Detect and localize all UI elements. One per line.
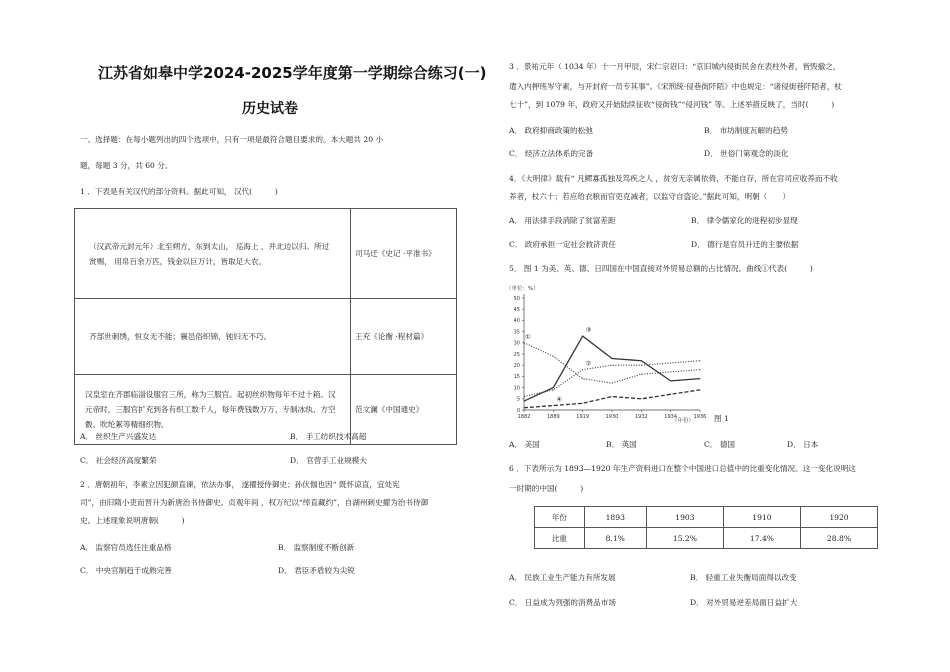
page-subtitle: 历史试卷 <box>242 101 298 117</box>
chart-point <box>524 396 525 397</box>
q6-data-cell: 28.8% <box>800 528 877 549</box>
q5-option-b[interactable]: B． 英国 <box>606 440 637 449</box>
chart-point <box>670 380 671 381</box>
chart-point <box>582 378 583 379</box>
q1-row3-source: 范文澜《中国通史》 <box>351 375 457 445</box>
q5-option-a[interactable]: A． 美国 <box>509 440 540 449</box>
q1-option-b[interactable]: B． 手工纺织技术高超 <box>290 432 367 441</box>
chart-x-tick-label: 1934 <box>664 414 678 420</box>
q6-data-cell: 15.2% <box>646 528 723 549</box>
q6-data-table <box>534 506 878 549</box>
q1-row3-text-body: 汉皇室在齐郡临淄设服官三所，称为三服官。起初丝织物每年不过十箱。汉元帝时，三服官扩充到各有织工数千人，每年费钱数万万，专制冰纨、方空縠、吹纶絮等精细织物。 <box>85 390 336 429</box>
chart-point <box>670 363 671 364</box>
chart-series-line-1 <box>524 343 700 383</box>
chart-point <box>670 394 671 395</box>
q4-line2: 养者，杖六十；若应给衣粮而官吏克减者，以监守自盗论。”据此可知，明朝（ ） <box>509 192 791 201</box>
q3-option-d[interactable]: D． 世俗门第观念的淡化 <box>704 149 789 158</box>
chart-y-tick-label: 50 <box>513 295 520 302</box>
q3-line3: 七十”，到 1079 年，政府又开始陆续征收“侵街钱”“侵河钱” 等。上述举措反映了，当时( ) <box>509 100 835 109</box>
chart-y-tick-label: 15 <box>513 374 520 381</box>
q6-option-d[interactable]: D． 对外贸易逆差局面日益扩大 <box>690 598 798 607</box>
q4-option-d[interactable]: D． 德行是官员升迁的主要依据 <box>691 240 799 249</box>
chart-point <box>641 398 642 399</box>
chart-point <box>641 365 642 366</box>
q3-line2: 遣入内押班岑守素，与开封府一员专其事”。《宋刑统·侵巷街阡陌》中也规定：“诸侵街巷阡陌者，杖 <box>509 82 842 91</box>
chart-point <box>700 378 701 379</box>
q6-table-row <box>535 528 878 549</box>
q2-option-a[interactable]: A． 监察官员选任注重品格 <box>80 543 172 552</box>
q6-header-cell: 1920 <box>800 507 877 528</box>
q1-row2-text <box>75 299 351 375</box>
q6-data-cell: 8.1% <box>584 528 646 549</box>
q6-header-cell: 1910 <box>723 507 800 528</box>
chart-y-tick-label: 0 <box>516 407 520 414</box>
chart-x-tick-label: 1889 <box>546 414 560 420</box>
q5-line-chart <box>500 280 710 430</box>
q2-line2: 司”，由旧隋小吏而晋升为新唐治书侍御史。贞观年间 ，权万纪以“绰直藏约”，自湖州刺史擢为治书侍御 <box>80 498 429 507</box>
chart-series-label: ③ <box>585 326 592 335</box>
chart-x-tick-label: 1919 <box>576 414 590 420</box>
q6-data-cell: 比重 <box>535 528 585 549</box>
q1-row1-text-body: （汉武帝元封元年）北至朔方，东到太山， 巡海上 ，并北边以归。所过赏赐， 用帛百余万匹，钱金以巨万计，皆取足大农。 <box>89 241 330 266</box>
q1-row1-source: 司马迁《史记 ·平准书》 <box>351 209 457 299</box>
q3-option-a[interactable]: A． 政府抑商政策的松弛 <box>509 126 593 135</box>
q2-line1: 2 ．唐朝初年，李素立因犯颜直谏，依法办事， 遂擢授侍御史；孙伏伽也因“ 既怀谅直，宜处宪 <box>80 480 400 489</box>
q5-option-c[interactable]: C． 德国 <box>704 440 736 449</box>
chart-series-group <box>524 336 701 408</box>
q6-data-cell: 17.4% <box>723 528 800 549</box>
chart-point <box>553 387 554 388</box>
q1-source-table <box>74 208 457 445</box>
q6-option-a[interactable]: A． 民族工业生产能力有所发展 <box>509 573 616 582</box>
chart-point <box>700 360 701 361</box>
q1-option-a[interactable]: A． 丝织生产兴盛发达 <box>80 432 157 441</box>
chart-y-tick-label: 20 <box>513 363 520 369</box>
chart-point <box>641 374 642 375</box>
chart-point <box>582 369 583 370</box>
chart-point <box>641 360 642 361</box>
q2-line3: 史。上述现象说明唐朝( ) <box>80 516 185 525</box>
section-instruction-line1: 一、选择题：在每小题列出的四个选项中，只有一项是最符合题目要求的。本大题共 20 小 <box>80 135 384 144</box>
chart-point <box>582 403 583 404</box>
chart-point <box>582 336 583 337</box>
chart-series-line-2 <box>524 361 700 397</box>
chart-point <box>524 342 525 343</box>
q1-row1-text <box>75 209 351 299</box>
chart-x-tick-label: 1882 <box>517 414 531 420</box>
q1-stem: 1 ．下表是有关汉代的部分资料。据此可知， 汉代( ) <box>80 187 278 196</box>
chart-series-line-4 <box>524 390 700 408</box>
q4-option-b[interactable]: B． 律令儒家化的进程初步显现 <box>691 216 798 225</box>
chart-series-label: ④ <box>556 395 563 404</box>
q3-line1: 3 ．景祐元年（ 1034 年）十一月甲辰，宋仁宗诏曰：“京旧城内侵街民舍在表柱外者，皆毁撤之， <box>509 62 841 71</box>
chart-point <box>553 405 554 406</box>
q3-option-c[interactable]: C． 经济立法体系的完备 <box>509 149 594 158</box>
q5-figure-caption: 图 1 <box>714 414 729 423</box>
chart-y-tick-label: 5 <box>516 396 520 403</box>
chart-y-tick-label: 30 <box>513 340 520 347</box>
chart-point <box>612 383 613 384</box>
chart-x-tick-label: 1932 <box>634 414 648 420</box>
chart-point <box>700 389 701 390</box>
q1-option-d[interactable]: D． 官营手工业规模大 <box>290 456 367 465</box>
q1-option-c[interactable]: C． 社会经济高度繁荣 <box>80 456 157 465</box>
chart-series-label: ② <box>585 359 592 368</box>
q6-header-cell: 1903 <box>646 507 723 528</box>
chart-point <box>670 372 671 373</box>
chart-point <box>700 369 701 370</box>
q6-header-cell: 年份 <box>535 507 585 528</box>
chart-point <box>612 396 613 397</box>
q1-row2-source: 王充《论衡 ·程材篇》 <box>351 299 457 375</box>
q1-row2-text-body: 齐部世刺绣，恒女无不能；襄邑俗织锦，钝妇无不巧。 <box>89 332 272 341</box>
q3-option-b[interactable]: B． 市坊制度瓦解的趋势 <box>704 126 788 135</box>
chart-x-tick-label: 1936 <box>693 414 707 420</box>
q5-stem: 5． 图 1 为美、英、德、日四国在中国直接对外贸易总额的占比情况。曲线①代表( ) <box>509 264 813 273</box>
page-title: 江苏省如皋中学2024-2025学年度第一学期综合练习(一) <box>98 64 487 82</box>
q6-line2: 一时期的中国( ) <box>509 484 584 493</box>
chart-point <box>524 407 525 408</box>
chart-series-line-3 <box>524 336 700 401</box>
chart-point <box>612 365 613 366</box>
chart-x-axis-label: （年份） <box>672 418 695 424</box>
section-instruction-line2: 题，每题 3 分，共 60 分。 <box>80 161 173 170</box>
q5-option-d[interactable]: D． 日本 <box>787 440 819 449</box>
chart-point <box>612 358 613 359</box>
q6-line1: 6 ．下表所示为 1893—1920 年生产资料进口在整个中国进口总值中的比重变化情况。这一变化说明这 <box>509 464 856 473</box>
q4-line1: 4．《大明律》载有“ 凡鳏寡孤独及笃疾之人 ，贫穷无亲属依倚，不能自存，所在官司应收养而不收 <box>509 174 838 183</box>
chart-point <box>553 389 554 390</box>
chart-y-tick-label: 10 <box>513 385 520 392</box>
q6-option-b[interactable]: B． 轻重工业失衡局面得以改变 <box>690 573 797 582</box>
chart-y-tick-label: 25 <box>513 351 520 358</box>
q2-option-d[interactable]: D． 君臣矛盾较为尖锐 <box>278 566 355 575</box>
chart-y-axis-label: （单位：%） <box>506 286 539 292</box>
q1-table-row <box>75 209 457 299</box>
chart-x-tick-label: 1930 <box>605 414 619 420</box>
q1-table-row <box>75 299 457 375</box>
q2-option-c[interactable]: C． 中央官制趋于成熟完善 <box>80 566 172 575</box>
chart-y-tick-label: 35 <box>513 329 520 336</box>
chart-y-tick-label: 40 <box>513 318 520 325</box>
q2-option-b[interactable]: B． 监察制度不断创新 <box>278 543 355 552</box>
q4-option-c[interactable]: C． 政府承担一定社会救济责任 <box>509 240 616 249</box>
q4-option-a[interactable]: A． 用法律手段消除了贫富差距 <box>509 216 616 225</box>
q6-option-c[interactable]: C． 日益成为列强的消费品市场 <box>509 598 616 607</box>
chart-series-label: ① <box>525 332 531 341</box>
chart-point <box>553 356 554 357</box>
chart-point <box>524 401 525 402</box>
q6-table-header-row <box>535 507 878 528</box>
chart-y-tick-label: 45 <box>513 307 520 313</box>
q6-header-cell: 1893 <box>584 507 646 528</box>
